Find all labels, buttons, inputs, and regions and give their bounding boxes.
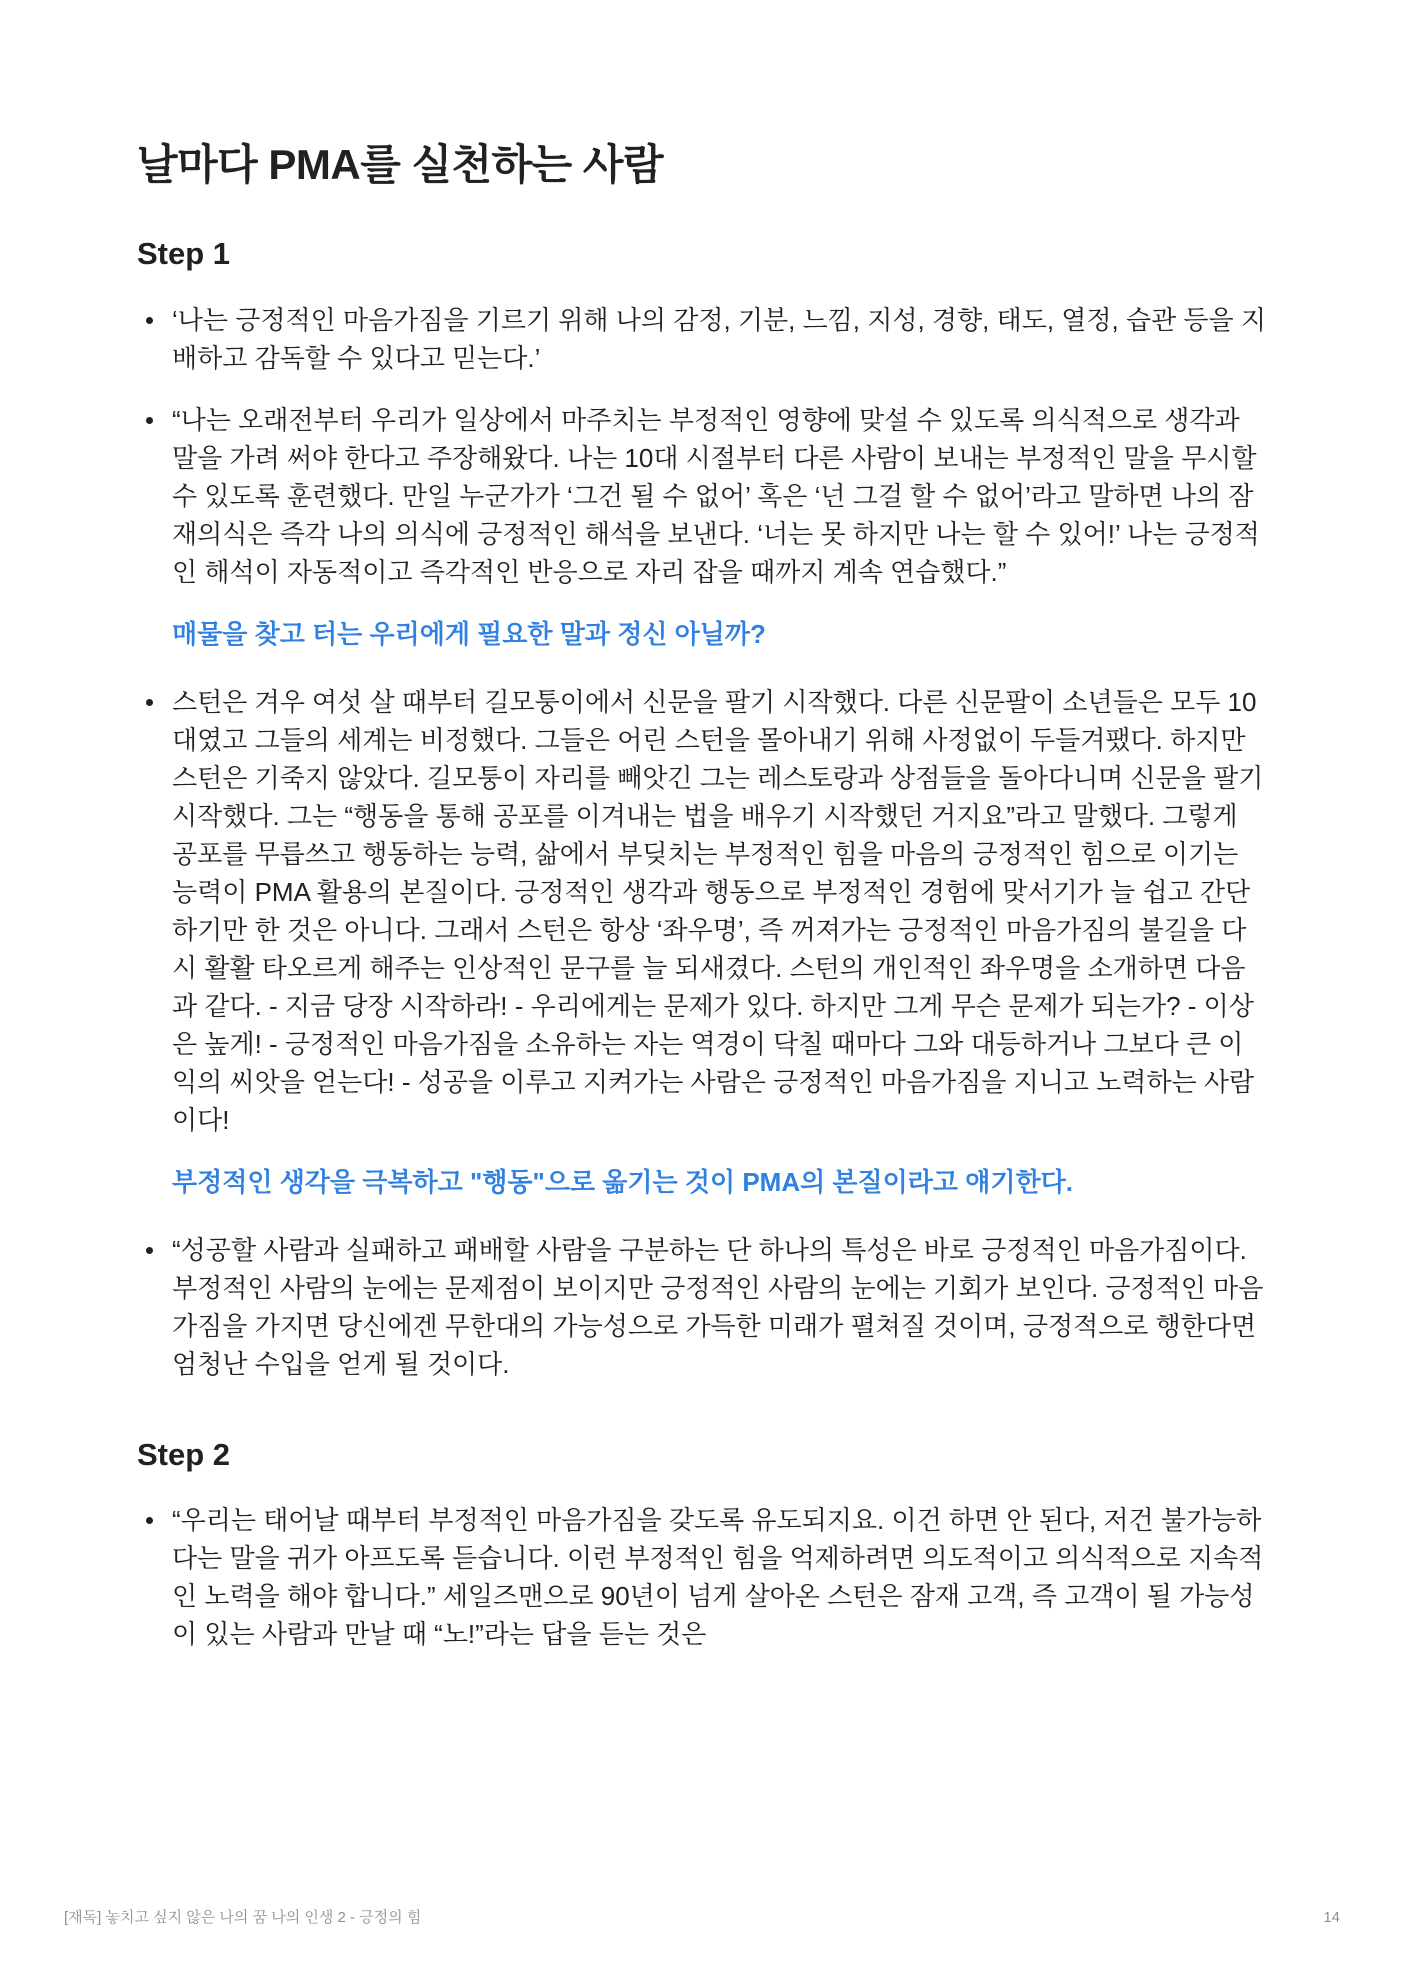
reader-note-2: 부정적인 생각을 극복하고 "행동"으로 옮기는 것이 PMA의 본질이라고 얘기한다. — [172, 1166, 1073, 1197]
bullet-text-success-trait: “성공할 사람과 실패하고 패배할 사람을 구분하는 단 하나의 특성은 바로 긍정적인 마음가짐이다. 부정적인 사람의 눈에는 문제점이 보이지만 긍정적인 사람의 눈에는 기회가 보인다. 긍정적인 마음가짐을 가지면 당신에겐 무한대의 가능성으로 가득한 미래가 펼쳐질 것이며, 긍정적으로 행한다면 엄청난 수입을 얻게 될 것이다. — [172, 1234, 1264, 1379]
bullet-item — [137, 1231, 1267, 1383]
bullet-text-negative-conditioning: “우리는 태어날 때부터 부정적인 마음가짐을 갖도록 유도되지요. 이건 하면 안 된다, 저건 불가능하다는 말을 귀가 아프도록 듣습니다. 이런 부정적인 힘을 억제하려면 의도적이고 의식적으로 지속적인 노력을 해야 합니다.” 세일즈맨으로 90년이 넘게 살아온 스턴은 잠재 고객, 즉 고객이 될 가능성이 있는 사람과 만날 때 “노!”라는 답을 듣는 것은 — [172, 1504, 1264, 1649]
footer-document-title: [재독] 놓치고 싶지 않은 나의 꿈 나의 인생 2 - 긍정의 힘 — [64, 1909, 422, 1926]
bullet-item — [137, 1501, 1267, 1653]
bullet-marker-icon — [146, 417, 153, 424]
bullet-marker-icon — [146, 1517, 153, 1524]
section-heading-step2: Step 2 — [137, 1436, 231, 1472]
section-step-2 — [137, 1435, 1267, 1653]
bullet-item — [137, 683, 1267, 1139]
section-step-1 — [137, 234, 1267, 1382]
page-footer — [64, 1906, 1340, 1927]
bullet-item — [137, 401, 1267, 591]
bullet-text-training-quote: “나는 오래전부터 우리가 일상에서 마주치는 부정적인 영향에 맞설 수 있도록 의식적으로 생각과 말을 가려 써야 한다고 주장해왔다. 나는 10대 시절부터 다른 사람이 보내는 부정적인 말을 무시할 수 있도록 훈련했다. 만일 누군가가 ‘그건 될 수 없어’ 혹은 ‘넌 그걸 할 수 없어’라고 말하면 나의 잠재의식은 즉각 나의 의식에 긍정적인 해석을 보낸다. ‘너는 못 하지만 나는 할 수 있어!’ 나는 긍정적인 해석이 자동적이고 즉각적인 반응으로 자리 잡을 때까지 계속 연습했다.” — [172, 404, 1260, 587]
reader-note-1: 매물을 찾고 터는 우리에게 필요한 말과 정신 아닐까? — [172, 618, 766, 649]
section-heading-step1: Step 1 — [137, 236, 231, 272]
bullet-text-stern-story: 스턴은 겨우 여섯 살 때부터 길모퉁이에서 신문을 팔기 시작했다. 다른 신문팔이 소년들은 모두 10대였고 그들의 세계는 비정했다. 그들은 어린 스턴을 몰아내기 위해 사정없이 두들겨팼다. 하지만 스턴은 기죽지 않았다. 길모퉁이 자리를 빼앗긴 그는 레스토랑과 상점들을 돌아다니며 신문을 팔기 시작했다. 그는 “행동을 통해 공포를 이겨내는 법을 배우기 시작했던 거지요”라고 말했다. 그렇게 공포를 무릅쓰고 행동하는 능력, 삶에서 부딪치는 부정적인 힘을 마음의 긍정적인 힘으로 이기는 능력이 PMA 활용의 본질이다. 긍정적인 생각과 행동으로 부정적인 경험에 맞서기가 늘 쉽고 간단하기만 한 것은 아니다. 그래서 스턴은 항상 ‘좌우명’, 즉 꺼져가는 긍정적인 마음가짐의 불길을 다시 활활 타오르게 해주는 인상적인 문구를 늘 되새겼다. 스턴의 개인적인 좌우명을 소개하면 다음과 같다. - 지금 당장 시작하라! - 우리에게는 문제가 있다. 하지만 그게 무슨 문제가 되는가? - 이상은 높게! - 긍정적인 마음가짐을 소유하는 자는 역경이 닥칠 때마다 그와 대등하거나 그보다 큰 이익의 씨앗을 얻는다! - 성공을 이루고 지켜가는 사람은 긍정적인 마음가짐을 지니고 노력하는 사람이다! — [172, 686, 1264, 1135]
bullet-item — [137, 301, 1267, 377]
page-title: 날마다 PMA를 실천하는 사람 — [137, 141, 664, 188]
bullet-marker-icon — [146, 699, 153, 706]
bullet-marker-icon — [146, 1247, 153, 1254]
bullet-marker-icon — [146, 317, 153, 324]
page-number: 14 — [1323, 1909, 1340, 1926]
bullet-text-belief-quote: ‘나는 긍정적인 마음가짐을 기르기 위해 나의 감정, 기분, 느낌, 지성, 경향, 태도, 열정, 습관 등을 지배하고 감독할 수 있다고 믿는다.’ — [172, 304, 1266, 373]
